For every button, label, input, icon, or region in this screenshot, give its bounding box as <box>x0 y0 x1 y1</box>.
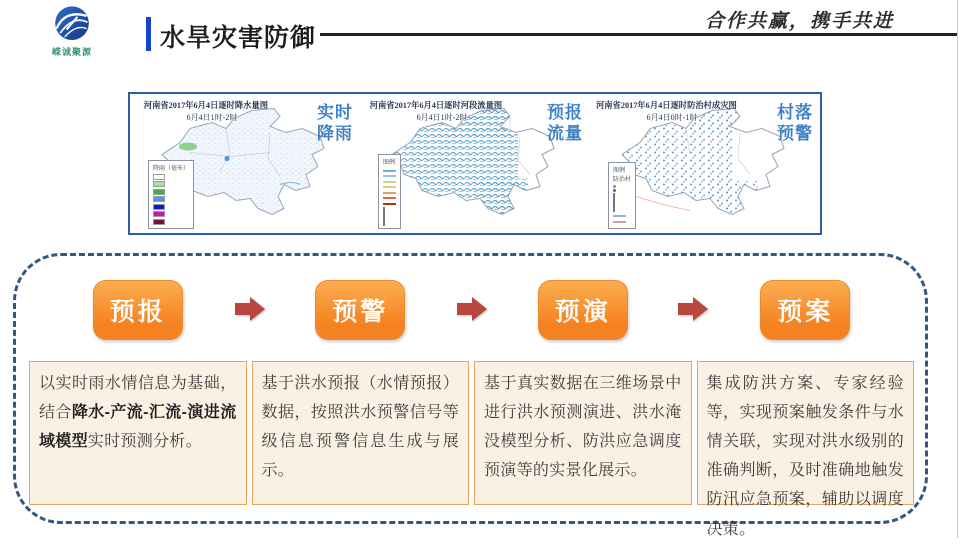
legend-title: 图例 <box>383 160 396 166</box>
steps-row <box>29 280 914 340</box>
map-title: 河南省2017年6月4日逐时防治村成灾图 <box>596 100 737 111</box>
legend-swatch <box>153 219 165 225</box>
legend-line <box>383 197 396 199</box>
map-legend <box>148 160 194 229</box>
legend-line <box>383 203 396 205</box>
legend-title: 图例 <box>613 168 626 174</box>
header-slogan: 合作共赢，携手共进 <box>704 11 894 32</box>
legend-boundary-box <box>383 207 385 226</box>
map-label-realtime-rain: 实时 降雨 <box>317 103 353 144</box>
legend-boundary-box <box>613 193 615 212</box>
map-panel-village-warning <box>590 94 820 233</box>
map-label-forecast-flow: 预报 流量 <box>547 103 583 144</box>
map-head <box>136 99 288 123</box>
legend-dot-row <box>613 189 631 192</box>
legend-line <box>383 181 396 183</box>
legend-dot <box>613 189 616 192</box>
legend-dot <box>613 185 616 188</box>
logo-globe-swirl-icon <box>49 5 95 45</box>
legend-dot-row <box>613 185 631 188</box>
map-head <box>366 99 518 123</box>
map-head <box>596 99 748 123</box>
map-title: 河南省2017年6月4日逐时降水量图 <box>143 100 269 111</box>
legend-swatch <box>153 196 165 202</box>
description-box-forecast: 以实时雨水情信息为基础，结合降水-产流-汇流-演进流域模型实时预测分析。 <box>29 361 247 505</box>
arrow-right-icon <box>457 297 487 321</box>
map-legend <box>608 162 636 229</box>
legend-subtitle: 防治村 <box>613 177 632 183</box>
slide-right-edge <box>957 0 958 538</box>
arrow-right-icon <box>678 297 708 321</box>
map-subtitle: 6月4日1时-2时 <box>186 113 238 122</box>
company-logo <box>42 5 102 58</box>
legend-swatch <box>153 174 165 180</box>
legend-line <box>383 186 396 188</box>
page-title: 水旱灾害防御 <box>160 24 317 52</box>
legend-title: 降雨（毫米） <box>153 166 190 172</box>
legend-swatch <box>153 204 165 210</box>
map-subtitle: 6月4日0时-1时 <box>646 113 698 122</box>
legend-swatch <box>153 189 165 195</box>
arrow-right-icon <box>235 297 265 321</box>
maps-strip <box>128 92 822 235</box>
title-accent-bar <box>146 17 151 51</box>
legend-line <box>383 170 396 172</box>
legend-line <box>383 192 396 194</box>
legend-line <box>613 221 626 223</box>
step-button-forecast: 预报 <box>93 280 183 340</box>
description-box-plan: 集成防洪方案、专家经验等，实现预案触发条件与水情关联，实现对洪水级别的准确判断，及时准确地触发防汛应急预案，辅助以调度决策。 <box>697 361 915 505</box>
legend-swatch <box>153 211 165 217</box>
map-legend <box>378 154 401 229</box>
map-label-village-warning: 村落 预警 <box>777 103 813 144</box>
description-row <box>29 361 914 538</box>
description-box-rehearsal: 基于真实数据在三维场景中进行洪水预测演进、洪水淹没模型分析、防洪应急调度预演等的实景化展示。 <box>474 361 692 505</box>
step-button-warning: 预警 <box>315 280 405 340</box>
description-box-warning: 基于洪水预报（水情预报）数据，按照洪水预警信号等级信息预警信息生成与展示。 <box>252 361 470 505</box>
step-button-rehearsal: 预演 <box>538 280 628 340</box>
logo-text: 嵘诚聚源 <box>51 47 92 57</box>
map-panel-realtime-rain <box>130 94 360 233</box>
step-button-plan: 预案 <box>760 280 850 340</box>
legend-line <box>613 215 626 217</box>
process-dashed-panel <box>13 253 928 538</box>
header-rule-line <box>320 33 957 36</box>
map-subtitle: 6月4日1时-2时 <box>416 113 468 122</box>
legend-line <box>383 175 396 177</box>
map-title: 河南省2017年6月4日逐时河段流量图 <box>369 100 503 111</box>
map-panel-forecast-flow <box>360 94 590 233</box>
legend-swatch <box>153 181 165 187</box>
